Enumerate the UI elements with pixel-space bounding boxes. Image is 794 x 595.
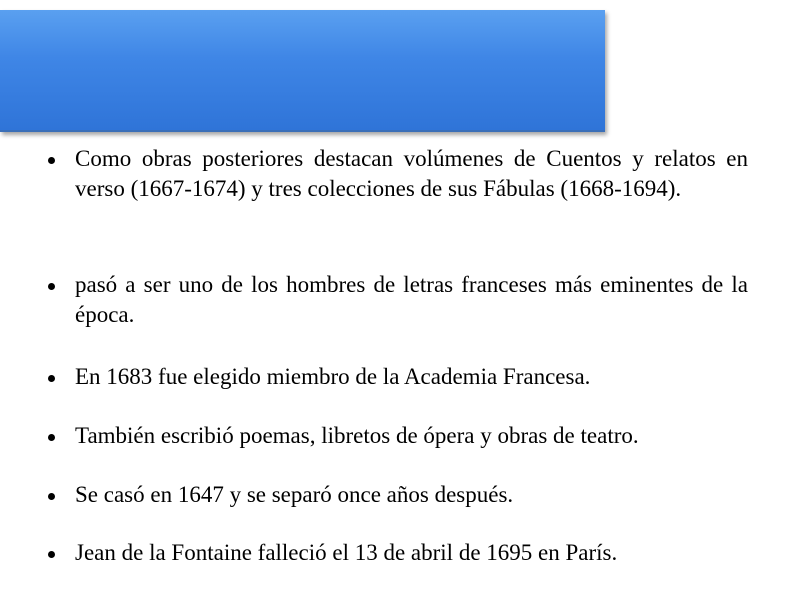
bullet-text: También escribió poemas, libretos de ópera y obras de teatro. (75, 423, 639, 448)
bullet-dot-icon (48, 551, 55, 558)
bullet-dot-icon (48, 283, 55, 290)
bullet-text: pasó a ser uno de los hombres de letras franceses más eminentes de la época. (75, 272, 748, 327)
bullet-item (48, 144, 748, 204)
bullet-item (48, 421, 748, 451)
title-banner (0, 10, 605, 132)
bullet-dot-icon (48, 157, 55, 164)
bullet-text: Jean de la Fontaine falleció el 13 de abril de 1695 en París. (75, 540, 618, 565)
bullet-item (48, 362, 748, 392)
bullet-dot-icon (48, 375, 55, 382)
bullet-dot-icon (48, 493, 55, 500)
bullet-text: En 1683 fue elegido miembro de la Academia Francesa. (75, 364, 591, 389)
bullet-text: Se casó en 1647 y se separó once años después. (75, 482, 514, 507)
bullet-dot-icon (48, 434, 55, 441)
bullet-text: Como obras posteriores destacan volúmenes de Cuentos y relatos en verso (1667-1674) y tres colecciones de sus Fábulas (1668-1694). (75, 146, 748, 201)
bullet-item (48, 538, 748, 568)
bullet-item (48, 270, 748, 330)
bullet-item (48, 480, 748, 510)
